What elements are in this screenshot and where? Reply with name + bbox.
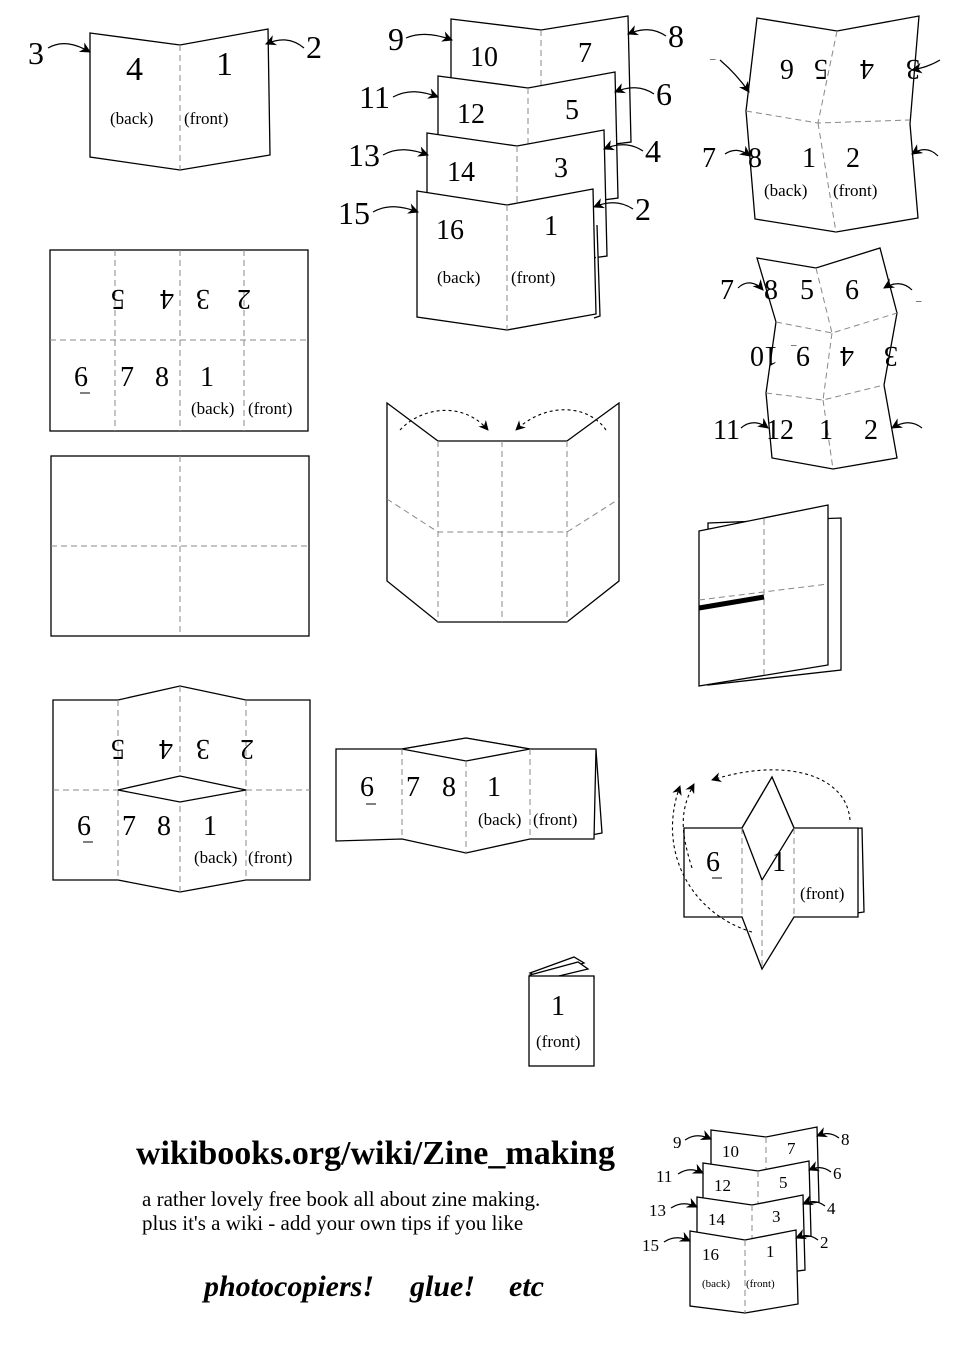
sheet-with-slit (53, 686, 310, 892)
page-number: 14 (708, 1210, 725, 1229)
page-number: 16 (702, 1245, 719, 1264)
page-number: 7 (120, 362, 134, 393)
page-number: 6 (360, 772, 374, 803)
back-label: (back) (110, 109, 154, 128)
slogan-photocopiers: photocopiers! (204, 1270, 375, 1303)
star-fold (672, 770, 864, 969)
folded-book-cut (699, 505, 841, 686)
back-label: (back) (478, 810, 522, 829)
page-number: 5 (814, 53, 828, 84)
cut-sheet-folding (387, 403, 619, 622)
front-label: (front) (511, 268, 556, 287)
arrow-number: 2 (635, 191, 651, 227)
page-number: 3 (196, 283, 210, 314)
page-number: 1 (203, 811, 217, 842)
page-number: 1 (216, 46, 233, 83)
page-number: 8 (442, 772, 456, 803)
page-number: 5 (800, 275, 814, 306)
back-label: (back) (702, 1278, 731, 1290)
page-number: 1 (772, 847, 786, 878)
page-number: 6 (780, 53, 794, 84)
page-number: 8 (748, 143, 762, 174)
front-label: (front) (800, 884, 845, 903)
arrow-number: 13 (649, 1201, 666, 1220)
page-number: 7 (122, 811, 136, 842)
flat-sheet-numbered (50, 250, 308, 431)
page-number: 16 (436, 215, 464, 246)
page-number: 9 (796, 340, 810, 371)
page-number: 6 (74, 362, 88, 393)
page-number: 10 (750, 340, 778, 371)
page-number: 6 (77, 811, 91, 842)
page-number: 5 (565, 95, 579, 126)
back-label: (back) (194, 848, 238, 867)
back-label: (back) (191, 399, 235, 418)
zigzag-folded-sheet (713, 248, 922, 469)
arrow-number: 13 (348, 137, 380, 173)
page-number: 4 (126, 51, 143, 88)
page-number: 7 (787, 1139, 796, 1158)
page-number: 1 (487, 772, 501, 803)
page-number: 5 (779, 1173, 788, 1192)
front-label: (front) (184, 109, 229, 128)
page-number: 1 (200, 362, 214, 393)
flat-sheet-blank (51, 456, 309, 636)
arrow-number: 6 (656, 76, 672, 112)
page-number: 1 (544, 211, 558, 242)
slogan-glue: glue! (410, 1270, 476, 1303)
page-number: 6 (706, 847, 720, 878)
front-label: (front) (746, 1278, 775, 1290)
page-number: 12 (714, 1176, 731, 1195)
page-number: 6 (845, 275, 859, 306)
mini-stacked-pages (642, 1127, 850, 1313)
page-number: 2 (864, 415, 878, 446)
page-number: 10 (722, 1142, 739, 1161)
slogan-etc: etc (509, 1270, 544, 1303)
page-number: 12 (457, 99, 485, 130)
page-number: 1 (551, 991, 565, 1022)
page-number: 4 (160, 283, 174, 314)
back-label: (back) (764, 181, 808, 200)
arrow-number: 2 (820, 1233, 829, 1252)
page-number: 4 (159, 733, 173, 764)
page-number: 2 (240, 733, 254, 764)
page-number: 4 (840, 340, 854, 371)
page-number: 7 (702, 143, 716, 174)
long-folded-strip (336, 738, 602, 853)
page-number: 2 (846, 143, 860, 174)
front-label: (front) (248, 399, 293, 418)
folded-sheet-upside-down (702, 16, 940, 232)
arrow-number: 3 (28, 35, 44, 71)
page-number: 2 (237, 283, 251, 314)
arrow-number: 11 (656, 1167, 673, 1186)
folded-sheet-front-back (28, 29, 322, 170)
arrow-number: 15 (338, 195, 370, 231)
back-label: (back) (437, 268, 481, 287)
page-number: 3 (772, 1207, 781, 1226)
front-label: (front) (248, 848, 293, 867)
page-number: 12 (766, 415, 794, 446)
page-number: 11 (713, 415, 740, 446)
page-number: 3 (884, 340, 898, 371)
page-number: 1 (819, 415, 833, 446)
arrow-number: 4 (827, 1199, 836, 1218)
page-number: 4 (860, 53, 874, 84)
tagline-line-2: plus it's a wiki - add your own tips if you like (142, 1211, 524, 1235)
page-number: 14 (447, 157, 475, 188)
arrow-number: 8 (668, 18, 684, 54)
page-number: 5 (111, 733, 125, 764)
arrow-number: 6 (833, 1164, 842, 1183)
page-number: 7 (578, 38, 592, 69)
page-number: 8 (157, 811, 171, 842)
page-number: 7 (406, 772, 420, 803)
orientation-mark: _ (916, 291, 922, 303)
front-label: (front) (533, 810, 578, 829)
page-number: 5 (111, 283, 125, 314)
page-number: 3 (906, 53, 920, 84)
front-label: (front) (833, 181, 878, 200)
page-number: 3 (554, 153, 568, 184)
page-number: 3 (196, 733, 210, 764)
arrow-number: 11 (359, 79, 390, 115)
wikibooks-url: wikibooks.org/wiki/Zine_making (136, 1135, 615, 1172)
arrow-number: 9 (388, 21, 404, 57)
arrow-number: 15 (642, 1236, 659, 1255)
page-number: 8 (764, 275, 778, 306)
arrow-number: 9 (673, 1133, 682, 1152)
page-number: 7 (720, 275, 734, 306)
arrow-number: 4 (645, 133, 661, 169)
page-number: 10 (470, 42, 498, 73)
orientation-mark: _ (710, 49, 716, 61)
stacked-pages (338, 16, 684, 330)
page-number: 1 (766, 1242, 775, 1261)
front-label: (front) (536, 1032, 581, 1051)
finished-booklet (529, 957, 594, 1066)
arrow-number: 8 (841, 1130, 850, 1149)
tagline-line-1: a rather lovely free book all about zine making. (142, 1187, 541, 1211)
page-number: 8 (155, 362, 169, 393)
orientation-mark: _ (791, 335, 797, 347)
arrow-number: 2 (306, 29, 322, 65)
footer-text (136, 1135, 615, 1303)
page-number: 1 (802, 143, 816, 174)
